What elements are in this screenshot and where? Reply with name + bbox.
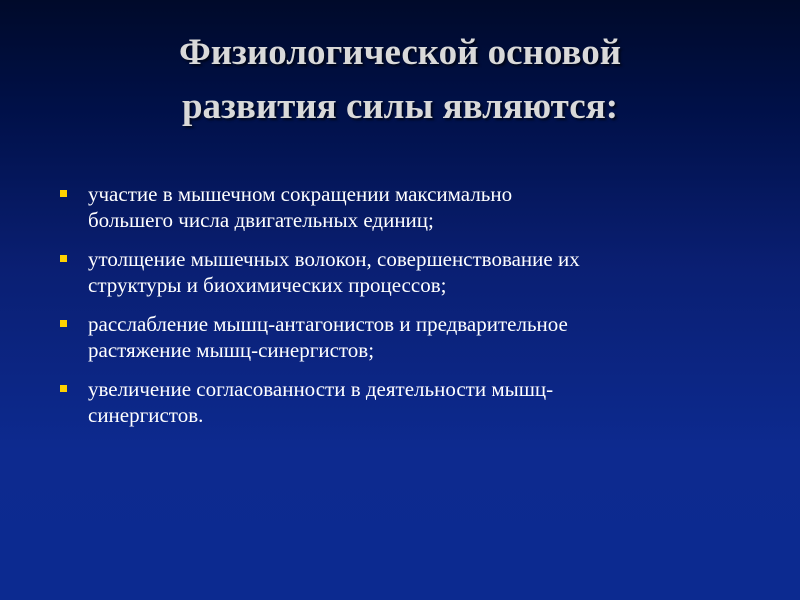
bullet-square-icon (60, 255, 67, 262)
bullet-text-line: расслабление мышц-антагонистов и предварительное (88, 312, 568, 336)
bullet-item (0, 311, 800, 363)
bullet-item (0, 376, 800, 428)
bullet-list (0, 181, 800, 441)
bullet-item (0, 181, 800, 233)
bullet-text-line: большего числа двигательных единиц; (88, 208, 434, 232)
bullet-text-line: растяжение мышц-синергистов; (88, 338, 375, 362)
bullet-square-icon (60, 190, 67, 197)
bullet-square-icon (60, 320, 67, 327)
bullet-text-line: синергистов. (88, 403, 204, 427)
bullet-text-line: участие в мышечном сокращении максимально (88, 182, 513, 206)
bullet-text-line: увеличение согласованности в деятельности мышц- (88, 377, 554, 401)
slide-title-line-2: развития силы являются: (181, 86, 619, 127)
bullet-text-line: структуры и биохимических процессов; (88, 273, 447, 297)
bullet-text-line: утолщение мышечных волокон, совершенствование их (88, 247, 580, 271)
slide-title (0, 26, 800, 134)
slide-title-line-1: Физиологической основой (178, 32, 622, 73)
bullet-item (0, 246, 800, 298)
bullet-square-icon (60, 385, 67, 392)
